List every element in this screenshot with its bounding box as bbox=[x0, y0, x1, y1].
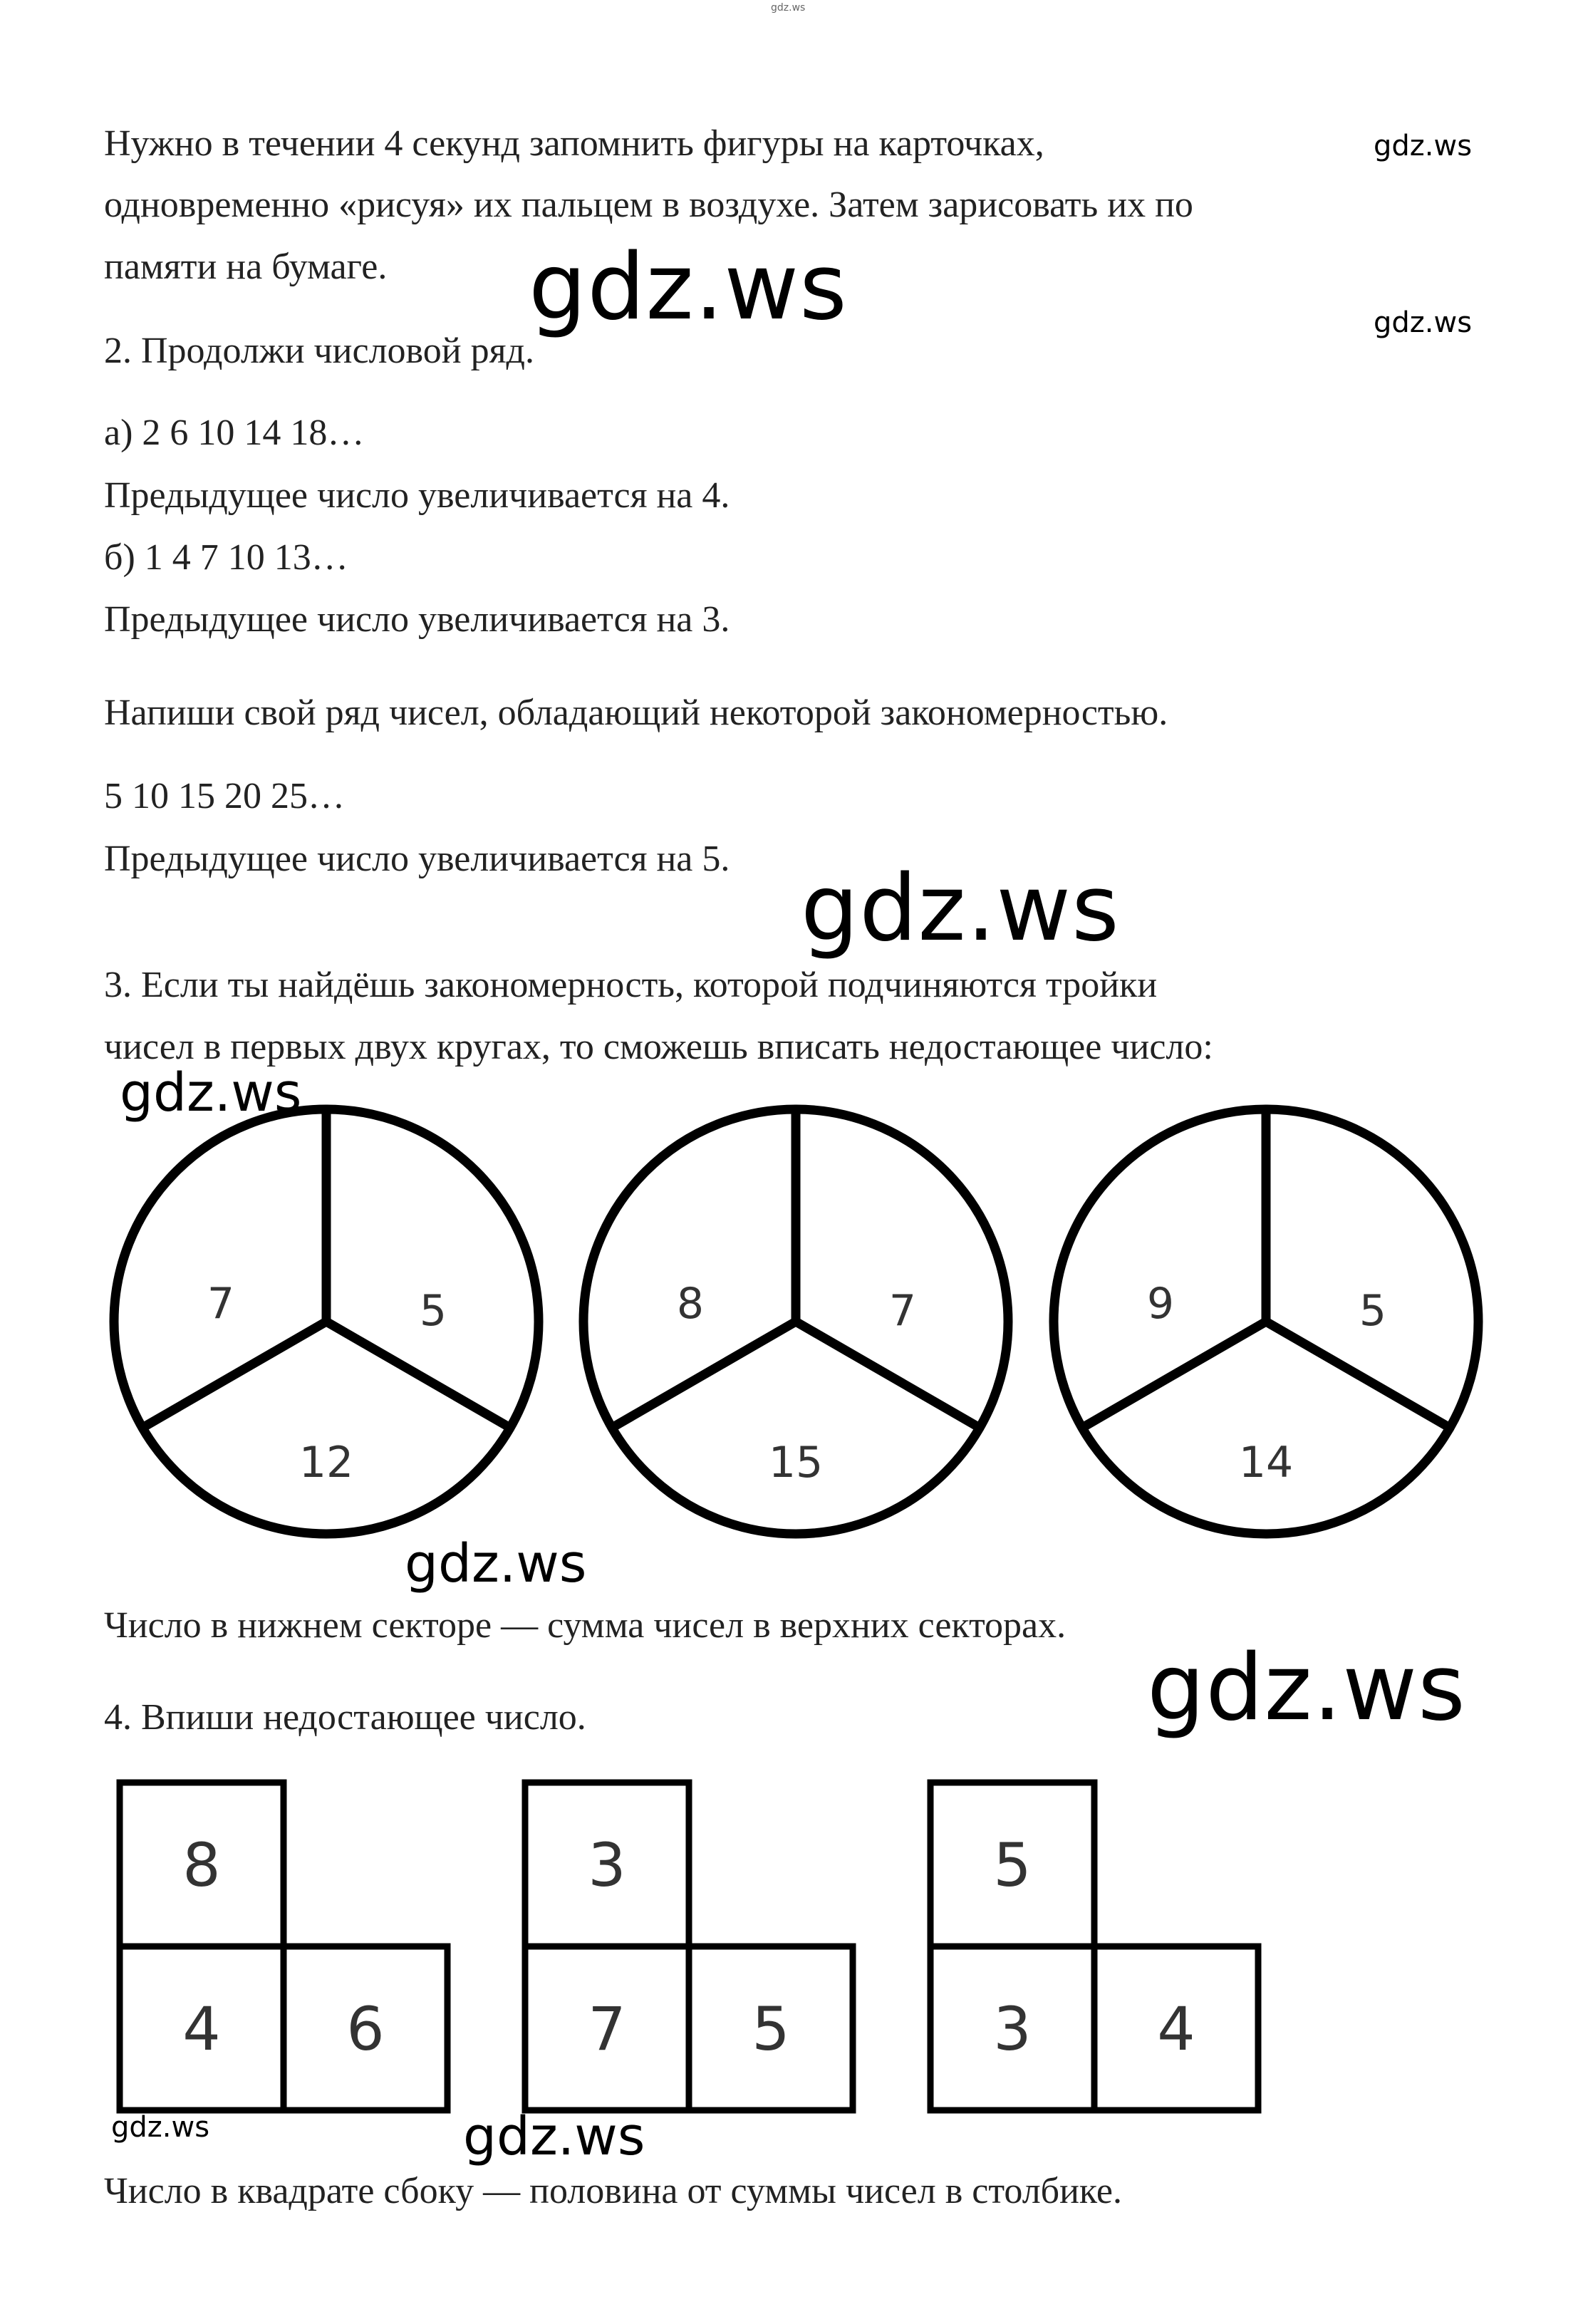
watermark-left-small-bottom: gdz.ws bbox=[111, 2111, 210, 2144]
watermark-bottom: gdz.ws bbox=[463, 2106, 645, 2167]
task2-title: 2. Продолжи числовой ряд. bbox=[104, 331, 534, 371]
task4-title: 4. Впиши недостающее число. bbox=[104, 1697, 586, 1738]
task3-title-line-2: чисел в первых двух кругах, то сможешь вписать недостающее число: bbox=[104, 1027, 1213, 1067]
watermark-under-circles: gdz.ws bbox=[405, 1533, 587, 1594]
watermark-right-2: gdz.ws bbox=[1374, 306, 1473, 339]
task4-answer: Число в квадрате сбоку — половина от суммы чисел в столбике. bbox=[104, 2171, 1122, 2211]
task2-b-rule: Предыдущее число увеличивается на 3. bbox=[104, 599, 730, 640]
task2-b-series: б) 1 4 7 10 13… bbox=[104, 537, 348, 578]
watermark-big-1: gdz.ws bbox=[529, 234, 848, 341]
cell-bottom-left-number: 4 bbox=[182, 1994, 221, 2064]
task2-own-series: 5 10 15 20 25… bbox=[104, 776, 345, 816]
sector-left-number: 7 bbox=[207, 1279, 235, 1329]
cell-top-number: 8 bbox=[182, 1830, 221, 1900]
watermark-left-circles: gdz.ws bbox=[120, 1062, 302, 1124]
sector-left-number: 9 bbox=[1146, 1279, 1175, 1329]
sector-right-number: 7 bbox=[888, 1286, 917, 1336]
task2-own-prompt: Напиши свой ряд чисел, обладающий некоторой закономерностью. bbox=[104, 692, 1168, 733]
cell-bottom-right-number: 6 bbox=[346, 1994, 385, 2064]
sector-bottom-number: 15 bbox=[768, 1438, 824, 1488]
watermark-top: gdz.ws bbox=[771, 2, 806, 14]
intro-line-2: одновременно «рисуя» их пальцем в воздухе. Затем зарисовать их по bbox=[104, 185, 1193, 225]
sector-right-number: 5 bbox=[419, 1286, 447, 1336]
task2-own-rule: Предыдущее число увеличивается на 5. bbox=[104, 839, 730, 879]
cell-bottom-right-number: 5 bbox=[752, 1994, 790, 2064]
task3-answer: Число в нижнем секторе — сумма чисел в верхних секторах. bbox=[104, 1605, 1066, 1646]
task2-a-series: а) 2 6 10 14 18… bbox=[104, 413, 365, 453]
watermark-right-1: gdz.ws bbox=[1374, 130, 1473, 162]
square-figure-3 bbox=[930, 1783, 1258, 2110]
intro-line-1: Нужно в течении 4 секунд запомнить фигуры на карточках, bbox=[104, 123, 1044, 164]
intro-line-3: памяти на бумаге. bbox=[104, 247, 388, 287]
sector-bottom-number: 14 bbox=[1238, 1438, 1294, 1488]
cell-top-number: 5 bbox=[993, 1830, 1032, 1900]
cell-bottom-right-number: 4 bbox=[1157, 1994, 1195, 2064]
cell-bottom-left-number: 7 bbox=[588, 1994, 626, 2064]
cell-top-number: 3 bbox=[588, 1830, 626, 1900]
sector-bottom-number: 12 bbox=[299, 1438, 354, 1488]
sector-right-number: 5 bbox=[1359, 1286, 1387, 1336]
sector-left-number: 8 bbox=[676, 1279, 705, 1329]
watermark-big-2: gdz.ws bbox=[801, 856, 1120, 962]
square-figure-1 bbox=[120, 1783, 447, 2110]
task2-a-rule: Предыдущее число увеличивается на 4. bbox=[104, 475, 730, 516]
watermark-big-3: gdz.ws bbox=[1147, 1635, 1466, 1741]
task3-title-line-1: 3. Если ты найдёшь закономерность, которой подчиняются тройки bbox=[104, 965, 1158, 1005]
square-figure-2 bbox=[525, 1783, 853, 2110]
cell-bottom-left-number: 3 bbox=[993, 1994, 1032, 2064]
